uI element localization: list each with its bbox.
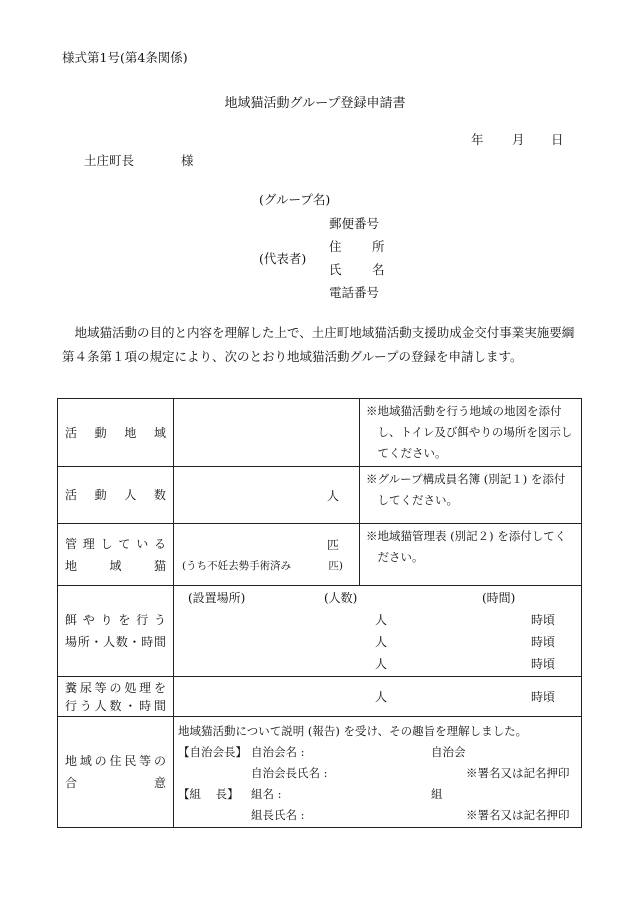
cats-unit: 匹 <box>326 537 339 552</box>
assoc-head-label: 自治会長氏名 : <box>251 766 328 780</box>
consent-statement: 地域猫活動について説明 (報告) を受け、その趣旨を理解しました。 <box>178 724 528 738</box>
feeding-label-1: 餌やりを行う <box>65 613 166 627</box>
document-title: 地域猫活動グループ登録申請書 <box>224 96 406 111</box>
feeding-row3-time: 時頃 <box>531 657 556 671</box>
managed-cats-label-1: 管理している <box>65 536 166 551</box>
assoc-bracket: 【自治会長】 <box>178 745 247 759</box>
application-table <box>57 398 582 828</box>
waste-time: 時頃 <box>531 689 556 704</box>
name-label-1: 氏 <box>329 262 342 277</box>
feeding-col-time: (時間) <box>482 591 516 605</box>
row-activity-area <box>58 399 582 467</box>
waste-unit: 人 <box>375 689 388 704</box>
feeding-col-place: (設置場所) <box>188 591 246 605</box>
addressee-name: 土庄町長 <box>84 153 135 168</box>
activity-members-label: 活 動 人 数 <box>65 488 166 502</box>
feeding-col-people: (人数) <box>324 591 358 605</box>
address-label-2: 所 <box>372 239 385 254</box>
waste-label-2: 行う人数・時間 <box>65 698 166 713</box>
date-month: 月 <box>512 132 525 147</box>
group-name-label: (グループ名) <box>259 192 331 207</box>
row-waste <box>58 677 582 717</box>
waste-label-1: 糞尿等の処理を <box>65 680 166 695</box>
activity-area-label: 活 動 地 域 <box>65 425 166 440</box>
postal-code-label: 郵便番号 <box>329 216 380 231</box>
feeding-row1-time: 時頃 <box>531 613 556 627</box>
waste-input[interactable] <box>174 677 582 717</box>
date-day: 日 <box>551 132 564 147</box>
seal-note-1: ※署名又は記名押印 <box>466 766 570 780</box>
row-feeding <box>58 586 582 677</box>
row-managed-cats <box>58 524 582 586</box>
activity-area-note: ※地域猫活動を行う地域の地図を添付し、トイレ及び餌やりの場所を図示してください。 <box>366 404 573 460</box>
consent-input[interactable] <box>174 717 582 828</box>
consent-label-2: 合 意 <box>65 776 166 790</box>
group-suffix: 組 <box>431 787 443 801</box>
group-bracket: 【組 長】 <box>178 787 239 801</box>
application-statement: 地域猫活動の目的と内容を理解した上で、土庄町地域猫活動支援助成金交付事業実施要綱第４条第１項の規定により、次のとおり地域猫活動グループの登録を申請します。 <box>62 325 575 364</box>
name-label-2: 名 <box>372 262 385 277</box>
neutered-unit: 匹) <box>328 559 343 572</box>
managed-cats-input[interactable] <box>174 524 360 586</box>
managed-cats-label-2: 地 域 猫 <box>65 558 166 573</box>
managed-cats-note: ※地域猫管理表 (別記２) を添付してください。 <box>366 529 567 564</box>
members-unit: 人 <box>326 488 339 503</box>
neutered-label: (うち不妊去勢手術済み <box>182 559 292 572</box>
feeding-row3-unit: 人 <box>375 657 388 671</box>
feeding-row2-time: 時頃 <box>531 635 556 649</box>
row-consent <box>58 717 582 828</box>
activity-members-input[interactable] <box>174 467 360 524</box>
group-name-label: 組名 : <box>251 787 282 801</box>
row-activity-members <box>58 467 582 524</box>
activity-members-note: ※グループ構成員名簿 (別記１) を添付してください。 <box>366 472 566 507</box>
feeding-label-2: 場所・人数・時間 <box>65 635 166 649</box>
seal-note-2: ※署名又は記名押印 <box>466 808 570 822</box>
group-head-label: 組長氏名 : <box>251 808 305 822</box>
consent-label-1: 地域の住民等の <box>65 754 166 768</box>
assoc-name-label: 自治会名 : <box>251 745 305 759</box>
activity-area-input[interactable] <box>174 399 360 467</box>
phone-label: 電話番号 <box>329 285 380 300</box>
representative-label: (代表者) <box>259 251 307 266</box>
feeding-input[interactable] <box>174 586 582 677</box>
feeding-row2-unit: 人 <box>375 635 388 649</box>
addressee-honorific: 様 <box>181 153 194 168</box>
address-label-1: 住 <box>329 239 342 254</box>
feeding-row1-unit: 人 <box>375 613 388 627</box>
assoc-suffix: 自治会 <box>431 745 466 759</box>
date-year: 年 <box>471 132 484 147</box>
form-number: 様式第1号(第4条関係) <box>62 50 188 65</box>
